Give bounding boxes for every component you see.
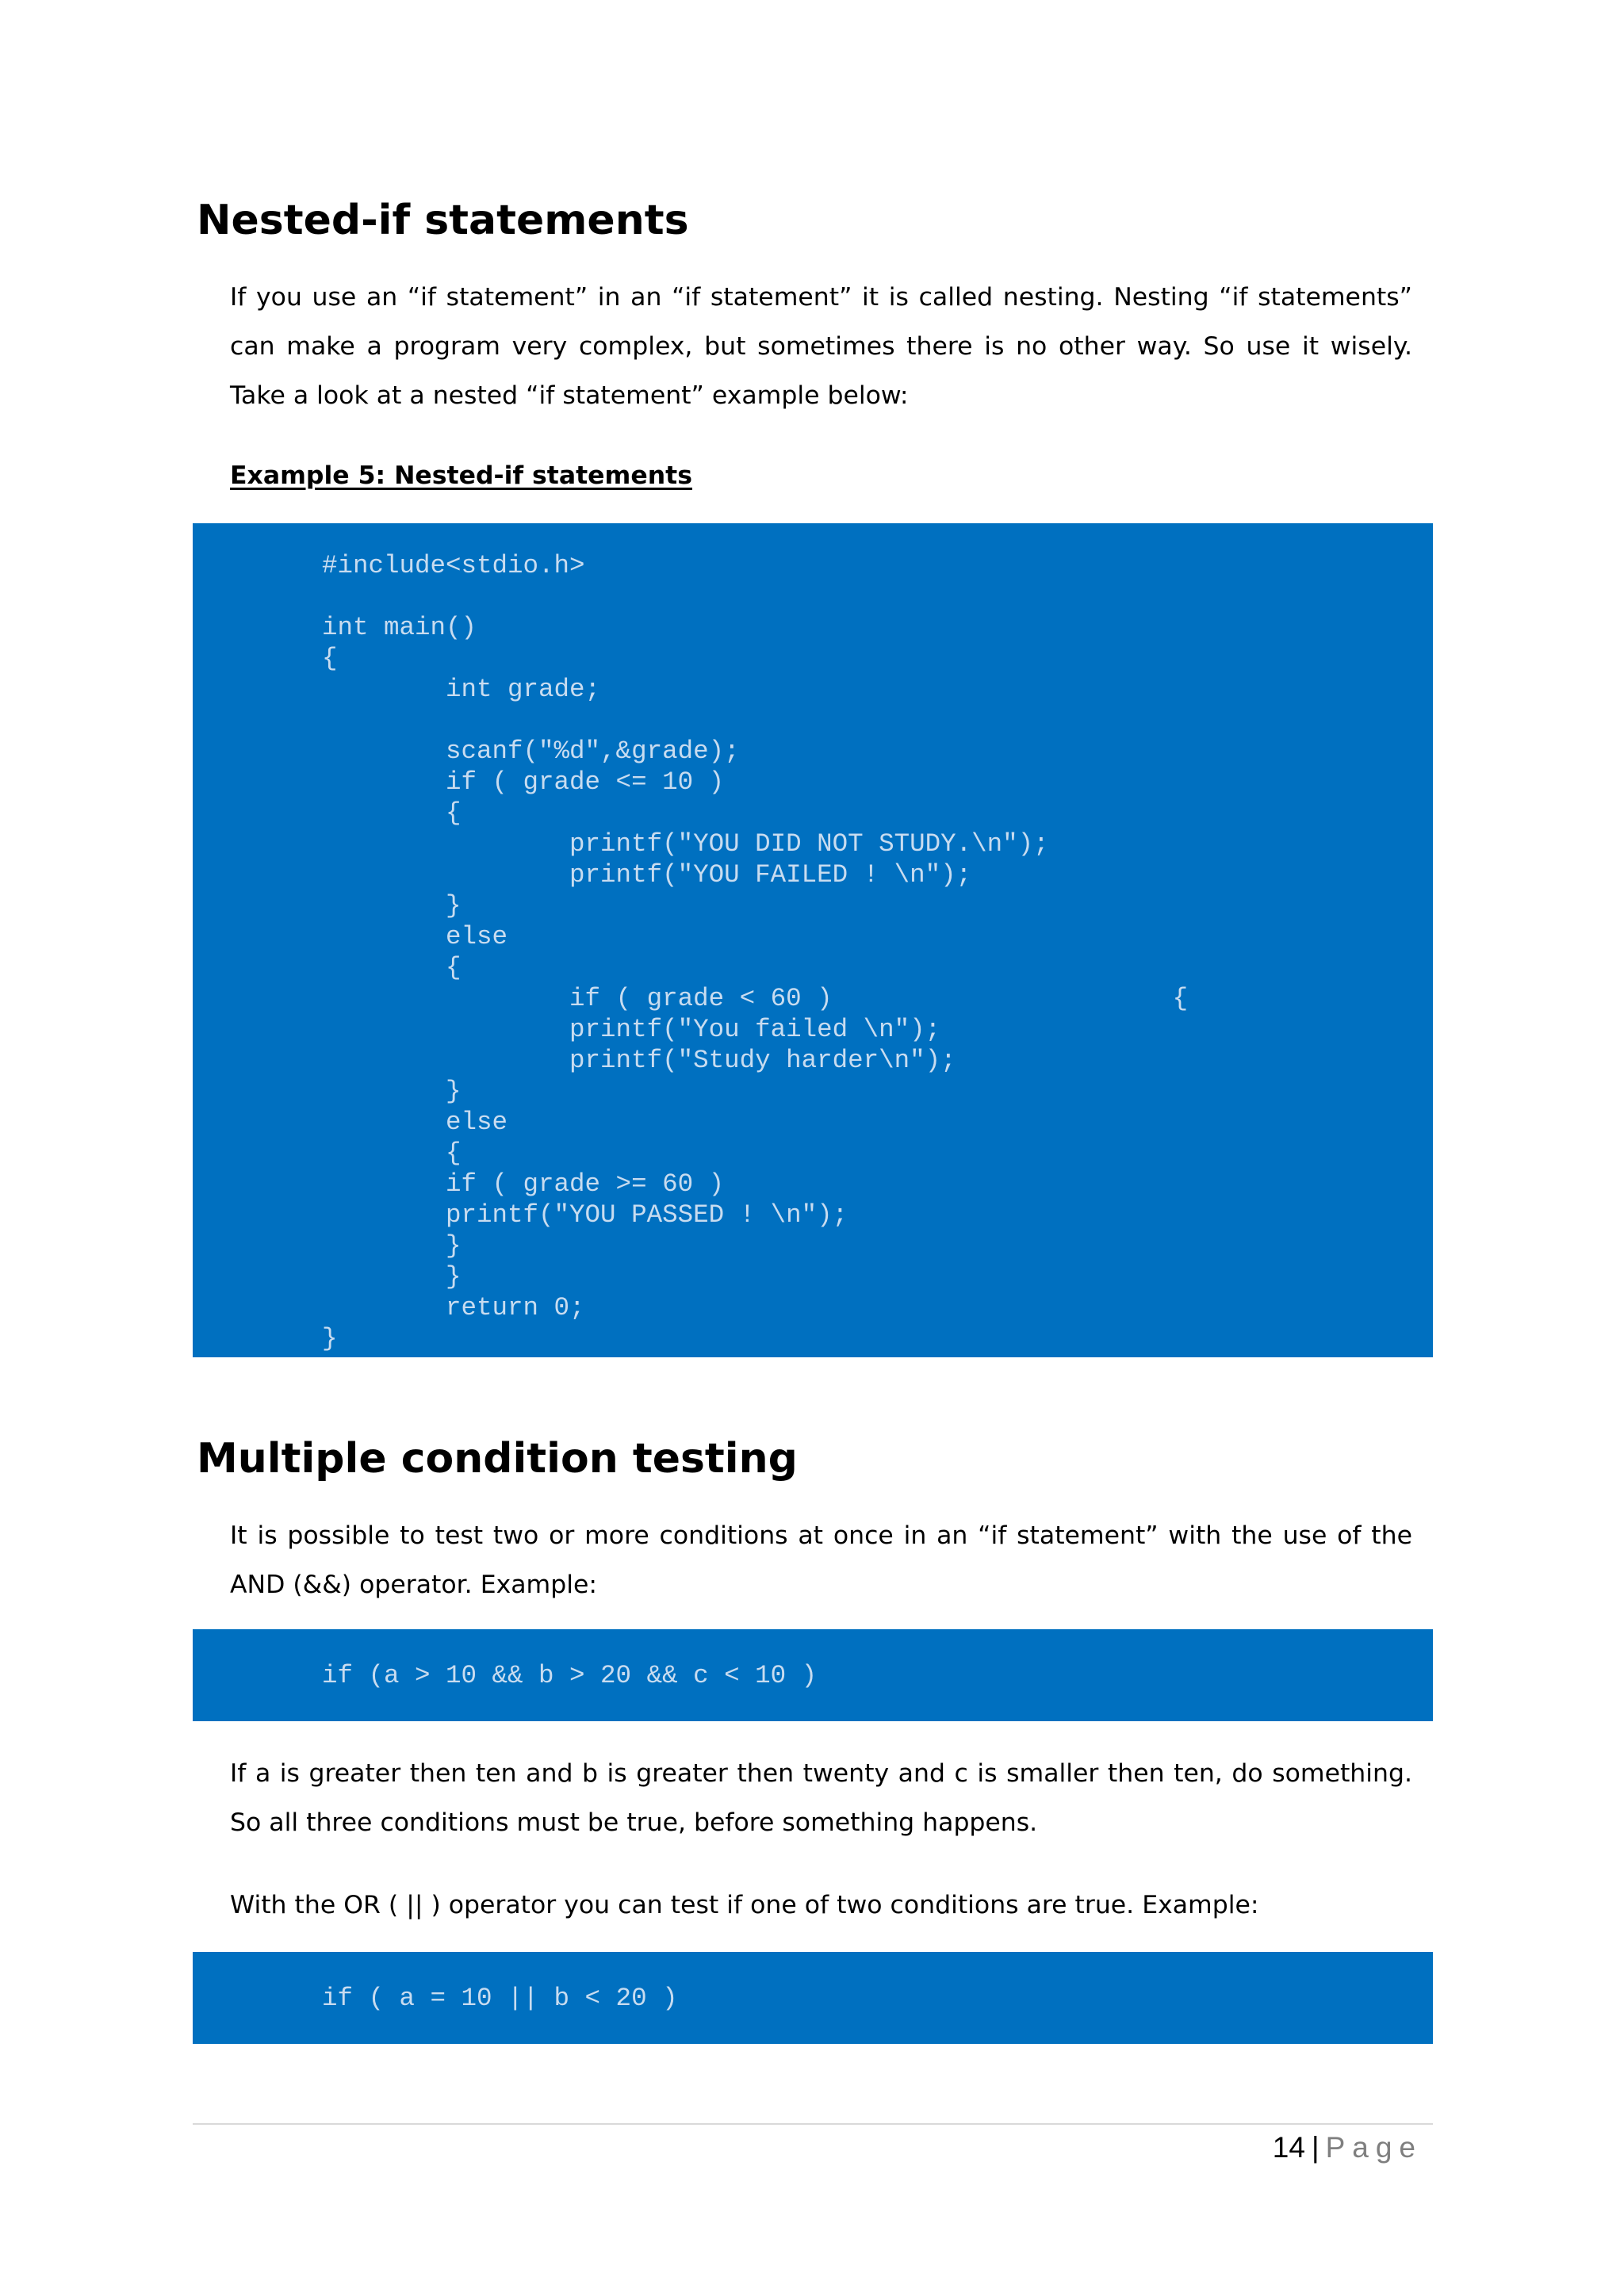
nested-if-code-block [193,523,1433,1357]
page-footer [1273,2128,1423,2168]
or-operator-code-block [193,1952,1433,2044]
page-separator: | [1311,2131,1320,2164]
and-operator-paragraph: It is possible to test two or more conditions at once in an “if statement” with the use of the AND (&&) operator. Example: [230,1521,1412,1599]
footer-divider [193,2123,1433,2125]
page-label: Page [1325,2131,1423,2164]
and-operator-code-block [193,1629,1433,1721]
section-heading-nested-if: Nested-if statements [197,197,689,244]
example-title: Example 5: Nested-if statements [230,461,692,490]
nesting-intro-paragraph: If you use an “if statement” in an “if statement” it is called nesting. Nesting “if statements” can make a program very complex, but sometimes there is no other way. So use it wisely. Take a look at a nested “if statement” example below: [230,283,1412,410]
and-operator-code: if (a > 10 && b > 20 && c < 10 ) [322,1661,818,1690]
or-operator-code: if ( a = 10 || b < 20 ) [322,1984,678,2013]
or-operator-paragraph: With the OR ( || ) operator you can test if one of two conditions are true. Example: [230,1891,1259,1919]
nested-if-code: #include<stdio.h> int main() { int grade; scanf("%d",&grade); if ( grade <= 10 ) { printf("YOU DID NOT STUDY.\n"); printf("YOU FAILED ! \n"); } else { if ( grade < 60 ) { printf("You failed \n"); printf("Study harder\n"); } else { if ( grade >= 60 ) printf("YOU PASSED ! \n"); } } return 0; } [322,551,1189,1353]
section-heading-multiple-condition: Multiple condition testing [197,1435,798,1483]
page-number: 14 [1272,2131,1305,2164]
and-explanation-paragraph: If a is greater then ten and b is greater then twenty and c is smaller then ten, do something. So all three conditions must be true, before something happens. [230,1759,1412,1837]
